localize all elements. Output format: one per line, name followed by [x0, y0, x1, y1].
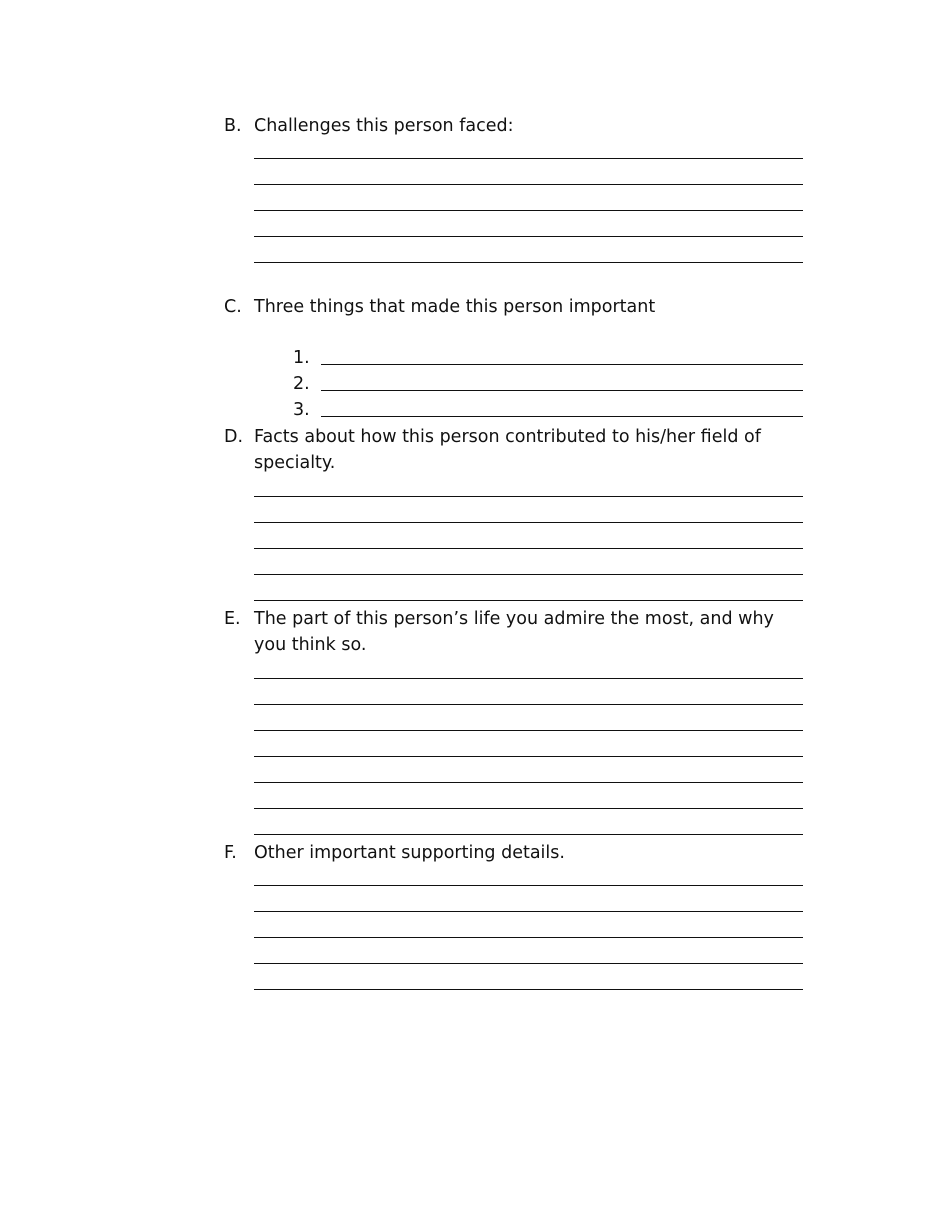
section-f-letter: F.	[224, 843, 237, 863]
section-e-label	[224, 606, 804, 658]
answer-line[interactable]	[254, 236, 803, 237]
answer-line[interactable]	[254, 756, 803, 757]
answer-line[interactable]	[254, 496, 803, 497]
numbered-item	[293, 371, 803, 397]
section-c-label	[224, 294, 804, 320]
section-e-letter: E.	[224, 609, 241, 629]
section-f-label	[224, 840, 804, 866]
answer-line[interactable]	[254, 184, 803, 185]
section-e	[224, 606, 804, 658]
answer-line[interactable]	[254, 548, 803, 549]
answer-line[interactable]	[254, 989, 803, 990]
section-f-text: Other important supporting details.	[254, 843, 565, 863]
section-f	[224, 840, 804, 866]
section-e-answer-lines	[224, 678, 804, 835]
answer-line[interactable]	[254, 963, 803, 964]
section-f-answer-lines	[224, 885, 804, 990]
answer-line[interactable]	[254, 808, 803, 809]
section-b-answer-lines	[224, 158, 804, 263]
section-b	[224, 113, 804, 139]
section-d-answer-lines	[224, 496, 804, 601]
answer-line[interactable]	[254, 937, 803, 938]
section-d-letter: D.	[224, 427, 244, 447]
answer-line[interactable]	[254, 704, 803, 705]
answer-line[interactable]	[254, 730, 803, 731]
answer-line[interactable]	[254, 522, 803, 523]
item-number: 2.	[293, 374, 310, 394]
section-b-text: Challenges this person faced:	[254, 116, 514, 136]
numbered-item	[293, 397, 803, 423]
answer-line[interactable]	[254, 574, 803, 575]
section-c-letter: C.	[224, 297, 242, 317]
answer-line[interactable]	[254, 262, 803, 263]
section-b-label	[224, 113, 804, 139]
answer-line[interactable]	[254, 834, 803, 835]
section-c-text: Three things that made this person important	[254, 297, 656, 317]
section-d-label	[224, 424, 804, 476]
numbered-item	[293, 345, 803, 371]
item-number: 3.	[293, 400, 310, 420]
section-d	[224, 424, 804, 476]
answer-line[interactable]	[321, 390, 803, 391]
section-c	[224, 294, 804, 320]
item-number: 1.	[293, 348, 310, 368]
section-d-text: Facts about how this person contributed to his/her field of specialty.	[254, 427, 761, 473]
section-b-letter: B.	[224, 116, 242, 136]
answer-line[interactable]	[321, 364, 803, 365]
answer-line[interactable]	[254, 210, 803, 211]
answer-line[interactable]	[254, 911, 803, 912]
answer-line[interactable]	[321, 416, 803, 417]
answer-line[interactable]	[254, 885, 803, 886]
answer-line[interactable]	[254, 782, 803, 783]
answer-line[interactable]	[254, 158, 803, 159]
section-e-text: The part of this person’s life you admire the most, and why you think so.	[254, 609, 774, 655]
answer-line[interactable]	[254, 600, 803, 601]
numbered-list	[293, 345, 803, 423]
answer-line[interactable]	[254, 678, 803, 679]
